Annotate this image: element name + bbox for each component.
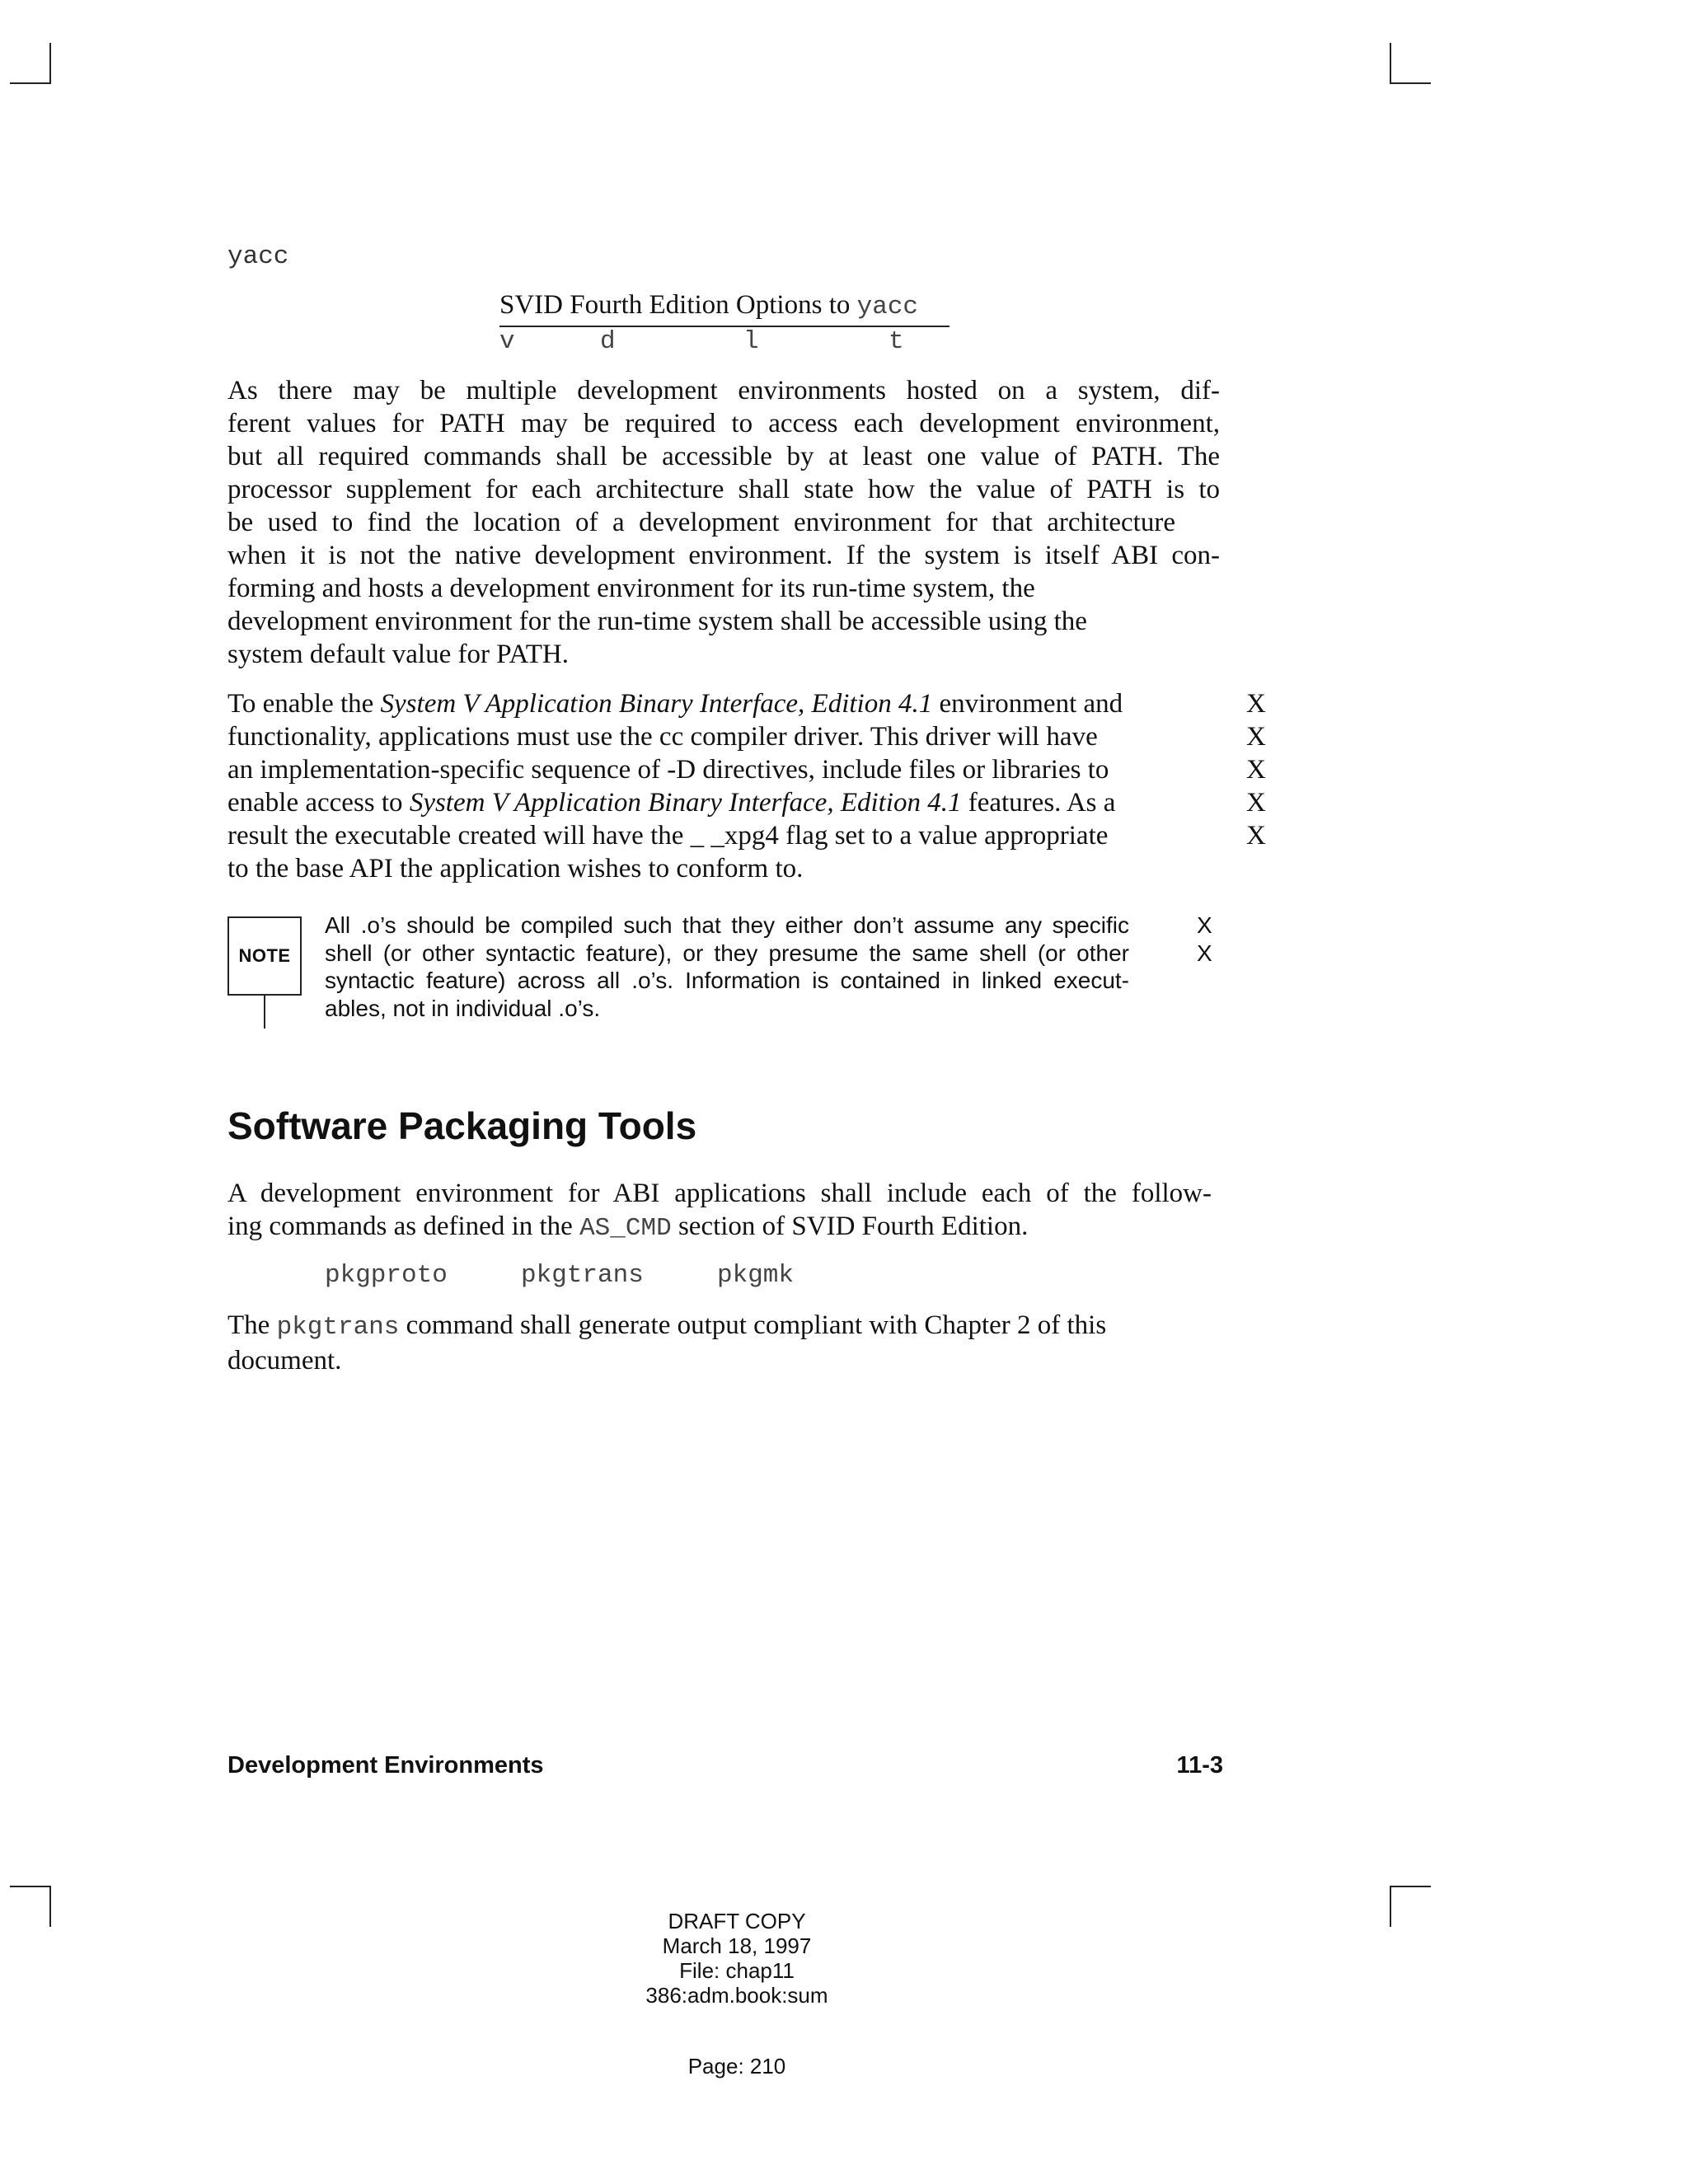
paragraph-line: result the executable created will have the _ _xpg4 flag set to a value appropriate bbox=[227, 821, 1109, 851]
paragraph-pkgtrans bbox=[227, 1309, 1220, 1377]
note-box-tail bbox=[264, 996, 265, 1029]
crop-mark-top-right-v bbox=[1390, 43, 1391, 84]
paragraph-line: forming and hosts a development environment for its run-time system, the bbox=[227, 574, 1035, 603]
option-v: v bbox=[499, 327, 515, 356]
note-label: NOTE bbox=[238, 945, 291, 966]
text-run: section of SVID Fourth Edition. bbox=[671, 1212, 1029, 1241]
draft-info bbox=[597, 1909, 877, 2008]
text-run: features. As a bbox=[961, 788, 1116, 818]
paragraph-line bbox=[227, 687, 1220, 720]
abi-title-italic: System V Application Binary Interface, Edition 4.1 bbox=[409, 788, 962, 818]
paragraph-line: processor supplement for each architecture shall state how the value of PATH is to bbox=[227, 475, 1220, 504]
note-line: All .o’s should be compiled such that they either don’t assume any specific bbox=[325, 912, 1129, 938]
options-table-caption-command: yacc bbox=[856, 293, 919, 321]
draft-label: DRAFT COPY bbox=[668, 1909, 806, 1933]
paragraph-cc-driver bbox=[227, 687, 1220, 885]
paragraph-line: functionality, applications must use the cc compiler driver. This driver will have bbox=[227, 722, 1098, 752]
options-table-caption-text: SVID Fourth Edition Options to bbox=[499, 290, 851, 320]
paragraph-line: system default value for PATH. bbox=[227, 640, 569, 669]
abi-title-italic: System V Application Binary Interface, Edition 4.1 bbox=[380, 689, 933, 719]
paragraph-packaging bbox=[227, 1177, 1220, 1245]
command-pkgmk: pkgmk bbox=[717, 1261, 795, 1290]
paragraph-line: As there may be multiple development environments hosted on a system, dif- bbox=[227, 376, 1220, 405]
text-run: To enable the bbox=[227, 689, 381, 719]
draft-date: March 18, 1997 bbox=[662, 1933, 812, 1958]
paragraph-line bbox=[227, 786, 1220, 819]
change-mark: X bbox=[1246, 788, 1266, 818]
text-run: ing commands as defined in the bbox=[227, 1212, 580, 1241]
change-mark: X bbox=[1246, 821, 1266, 851]
paragraph-line: ferent values for PATH may be required to access each development environment, bbox=[227, 409, 1220, 438]
pkgtrans-code: pkgtrans bbox=[276, 1313, 400, 1342]
options-table bbox=[499, 288, 950, 360]
options-table-row bbox=[499, 327, 950, 360]
footer-chapter-title: Development Environments bbox=[227, 1752, 544, 1779]
footer-page-number: 11-3 bbox=[1176, 1752, 1223, 1779]
paragraph-path bbox=[227, 374, 1220, 671]
paragraph-line: but all required commands shall be accessible by at least one value of PATH. The bbox=[227, 442, 1220, 471]
draft-page: Page: 210 bbox=[687, 2054, 786, 2079]
command-pkgproto: pkgproto bbox=[325, 1261, 448, 1290]
commands-list bbox=[325, 1259, 819, 1292]
command-pkgtrans: pkgtrans bbox=[521, 1261, 644, 1290]
as-cmd-code: AS_CMD bbox=[579, 1214, 672, 1243]
paragraph-line: be used to find the location of a development environment for that architecture bbox=[227, 508, 1175, 537]
text-run: The bbox=[227, 1310, 277, 1340]
crop-mark-top-left-h bbox=[10, 82, 51, 84]
option-t: t bbox=[889, 327, 904, 356]
crop-mark-bottom-left-h bbox=[10, 1886, 51, 1887]
change-mark: X bbox=[1246, 689, 1266, 719]
option-d: d bbox=[600, 327, 616, 356]
text-run: environment and bbox=[932, 689, 1123, 719]
crop-mark-bottom-right-h bbox=[1390, 1886, 1431, 1887]
paragraph-line: document. bbox=[227, 1346, 342, 1376]
paragraph-line: an implementation-specific sequence of -D directives, include files or libraries to bbox=[227, 755, 1109, 785]
crop-mark-top-right-h bbox=[1390, 82, 1431, 84]
crop-mark-bottom-right-v bbox=[1390, 1886, 1391, 1927]
note-line: ables, not in individual .o’s. bbox=[325, 995, 601, 1021]
text-run: command shall generate output compliant with Chapter 2 of this bbox=[399, 1310, 1107, 1340]
change-bar-note bbox=[1197, 912, 1212, 967]
change-bar-paragraph2 bbox=[1246, 687, 1266, 852]
section-heading: Software Packaging Tools bbox=[227, 1104, 697, 1147]
options-table-caption bbox=[499, 288, 950, 324]
paragraph-line: A development environment for ABI applications shall include each of the follow- bbox=[227, 1179, 1212, 1208]
paragraph-line bbox=[227, 1210, 1220, 1245]
draft-file: File: chap11 bbox=[679, 1958, 795, 1983]
paragraph-line: when it is not the native development environment. If the system is itself ABI con- bbox=[227, 541, 1220, 570]
paragraph-line: to the base API the application wishes to conform to. bbox=[227, 854, 804, 883]
note-line: syntactic feature) across all .o’s. Information is contained in linked execut- bbox=[325, 968, 1129, 993]
crop-mark-bottom-left-v bbox=[49, 1886, 51, 1927]
text-run: enable access to bbox=[227, 788, 410, 818]
note-text bbox=[325, 912, 1129, 1022]
crop-mark-top-left-v bbox=[49, 43, 51, 84]
paragraph-line: development environment for the run-time system shall be accessible using the bbox=[227, 607, 1087, 636]
change-mark: X bbox=[1197, 912, 1212, 938]
option-l: l bbox=[743, 327, 759, 356]
note-box bbox=[227, 916, 302, 996]
paragraph-line bbox=[227, 1309, 1220, 1344]
draft-book: 386:adm.book:sum bbox=[645, 1983, 828, 2008]
change-mark: X bbox=[1197, 940, 1212, 966]
change-mark: X bbox=[1246, 722, 1266, 752]
command-heading: yacc bbox=[227, 242, 289, 271]
note-line: shell (or other syntactic feature), or they presume the same shell (or other bbox=[325, 940, 1129, 966]
change-mark: X bbox=[1246, 755, 1266, 785]
